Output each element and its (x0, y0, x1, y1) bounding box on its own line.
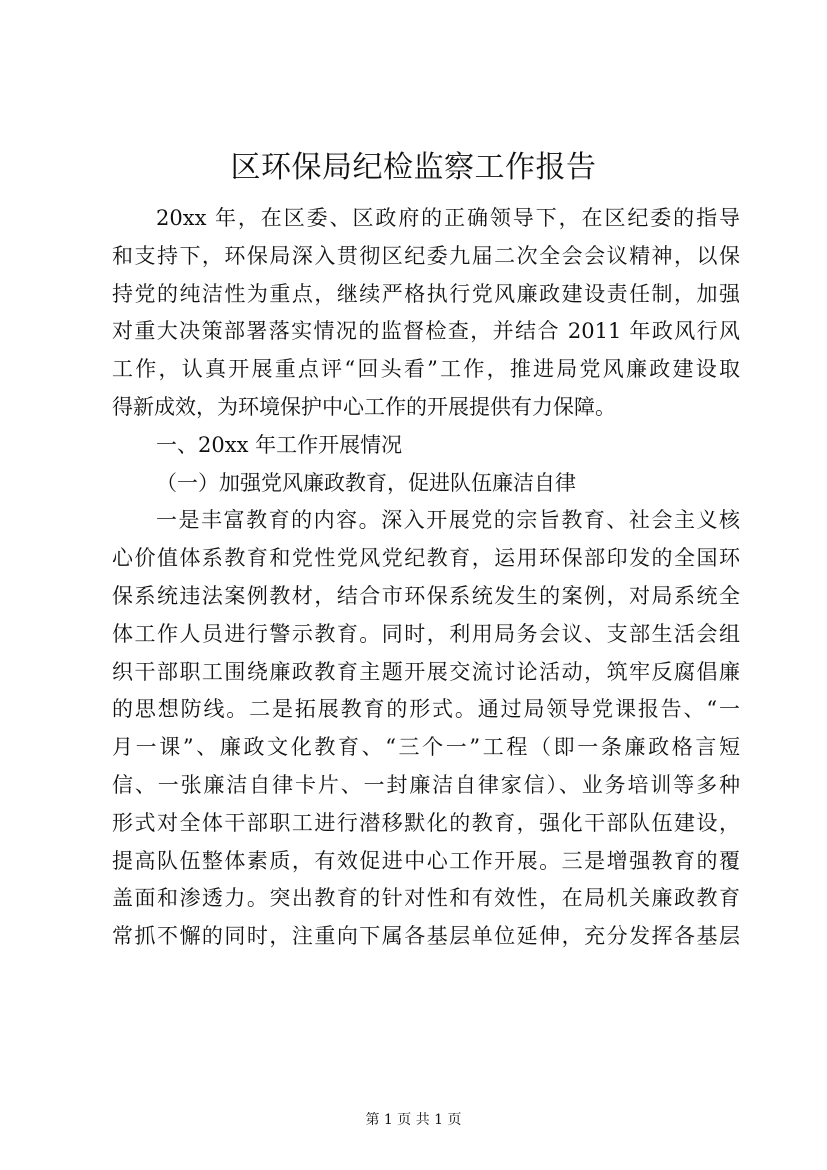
paragraph-line: 信、一张廉洁自律卡片、一封廉洁自律家信）、业务培训等多种 (112, 772, 740, 797)
section-heading: 一、20xx 年工作开展情况 (156, 432, 403, 457)
document-body (112, 200, 740, 956)
paragraph-line: 常抓不懈的同时，注重向下属各基层单位延伸，充分发挥各基层 (112, 924, 740, 949)
paragraph-line: 形式对全体干部职工进行潜移默化的教育，强化干部队伍建设， (112, 810, 740, 835)
paragraph-line: 工作，认真开展重点评“回头看”工作，推进局党风廉政建设取 (112, 357, 740, 382)
paragraph-line: 持党的纯洁性为重点，继续严格执行党风廉政建设责任制，加强 (112, 281, 740, 306)
paragraph-line: 20xx 年，在区委、区政府的正确领导下，在区纪委的指导 (156, 206, 740, 230)
paragraph-line: 和支持下，环保局深入贯彻区纪委九届二次全会会议精神，以保 (112, 243, 740, 268)
paragraph-line: 体工作人员进行警示教育。同时，利用局务会议、支部生活会组 (112, 621, 740, 646)
document-title: 区环保局纪检监察工作报告 (230, 150, 597, 185)
paragraph-line: 对重大决策部署落实情况的监督检查，并结合 2011 年政风行风 (112, 319, 740, 344)
subsection-heading: （一）加强党风廉政教育，促进队伍廉洁自律 (156, 470, 576, 495)
paragraph-line: 得新成效，为环境保护中心工作的开展提供有力保障。 (112, 394, 616, 419)
paragraph-line: 心价值体系教育和党性党风党纪教育，运用环保部印发的全国环 (112, 546, 740, 571)
paragraph-line: 一是丰富教育的内容。深入开展党的宗旨教育、社会主义核 (156, 508, 740, 533)
paragraph-line: 月一课”、廉政文化教育、“三个一”工程（即一条廉政格言短 (112, 735, 740, 760)
paragraph-line: 保系统违法案例教材，结合市环保系统发生的案例，对局系统全 (112, 583, 740, 608)
paragraph-line: 的思想防线。二是拓展教育的形式。通过局领导党课报告、“一 (112, 697, 740, 722)
paragraph-line: 织干部职工围绕廉政教育主题开展交流讨论活动，筑牢反腐倡廉 (112, 659, 740, 684)
paragraph-line: 提高队伍整体素质，有效促进中心工作开展。三是增强教育的覆 (112, 848, 740, 873)
page-number: 第 1 页 共 1 页 (365, 1112, 462, 1128)
paragraph-line: 盖面和渗透力。突出教育的针对性和有效性，在局机关廉政教育 (112, 886, 740, 911)
